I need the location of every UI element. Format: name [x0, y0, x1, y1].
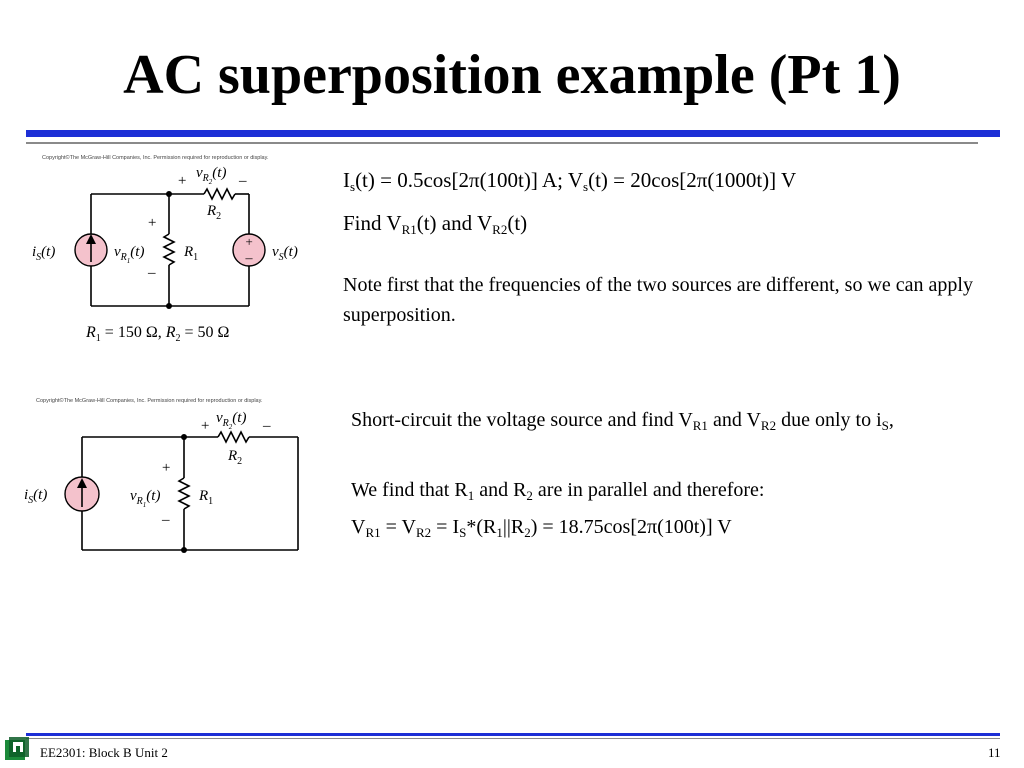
svg-text:vR2(t): $v_{R2}(t)$: [216, 410, 247, 431]
source-definitions: $I_s(t) = 0.5\cos[2\pi(100t)]$ A; $V_s(t) = 20\cos[2\pi(1000t)]$ V: [343, 168, 797, 194]
circuit-diagram-full: [26, 160, 306, 345]
svg-text:+: +: [200, 418, 211, 434]
copyright-note-2: Copyright©The McGraw-Hill Companies, Inc. Permission required for reproduction or display.: [36, 398, 263, 404]
svg-text:–: –: [245, 251, 253, 266]
footer-divider-thin: [26, 738, 1000, 739]
svg-text:R2: $R_2$: [228, 448, 243, 467]
footer-course: EE2301: Block B Unit 2: [40, 745, 168, 760]
svg-text:+: +: [244, 234, 254, 249]
svg-text:vR1(t): $v_{R1}(t)$: [114, 244, 145, 265]
svg-text:vR2(t): $v_{R2}(t)$: [196, 165, 227, 186]
find-statement: Find $V_{R1}(t)$ and $V_{R2}(t)$: [343, 211, 528, 237]
svg-text:iS(t): $i_S(t)$: [32, 244, 56, 263]
svg-text:–: –: [148, 265, 156, 281]
r1-value: 150: [117, 324, 142, 341]
result-equation: $V_{R1} = V_{R2} = I_S*(R_1||R_2) = 18.75\cos[2\pi(100t)]$ V: [351, 516, 732, 540]
title-divider-thin: [26, 142, 978, 144]
parallel-statement: We find that $R_1$ and $R_2$ are in parallel and therefore:: [351, 479, 765, 503]
r2-value: 50: [197, 324, 214, 341]
footer-page-number: 11: [988, 745, 1001, 760]
svg-text:+: +: [147, 215, 158, 231]
svg-text:–: –: [239, 173, 247, 189]
title-divider: [26, 130, 1000, 137]
svg-text:R2: $R_2$: [207, 203, 222, 222]
svg-text:R1: $R_1$: [184, 244, 199, 263]
superposition-note: Note first that the frequencies of the two sources are different, so we can apply superposition.: [343, 274, 973, 326]
svg-text:–: –: [263, 418, 271, 434]
svg-text:–: –: [162, 512, 170, 528]
svg-text:R1: $R_1$: [199, 488, 214, 507]
svg-text:R1 = 150 Ω, R2 = 50 Ω: $R_1 = 150$ Ω, $R_2 = 50$ Ω: [86, 324, 230, 344]
svg-text:vS(t): $v_S(t)$: [272, 244, 298, 263]
svg-text:+: +: [177, 173, 188, 189]
svg-text:vR1(t): $v_{R1}(t)$: [130, 488, 161, 509]
circuit-diagram-short-circuit: [20, 402, 310, 562]
slide-title: AC superposition example (Pt 1): [123, 44, 901, 106]
copyright-note: Copyright©The McGraw-Hill Companies, Inc. Permission required for reproduction or display.: [42, 155, 269, 161]
svg-text:+: +: [161, 460, 172, 476]
short-circuit-instruction: Short-circuit the voltage source and find $V_{R1}$ and $V_{R2}$ due only to $i_S$,: [351, 409, 894, 433]
svg-text:iS(t): $i_S(t)$: [24, 487, 48, 506]
footer-divider: [26, 733, 1000, 736]
university-logo-icon: [4, 736, 30, 762]
